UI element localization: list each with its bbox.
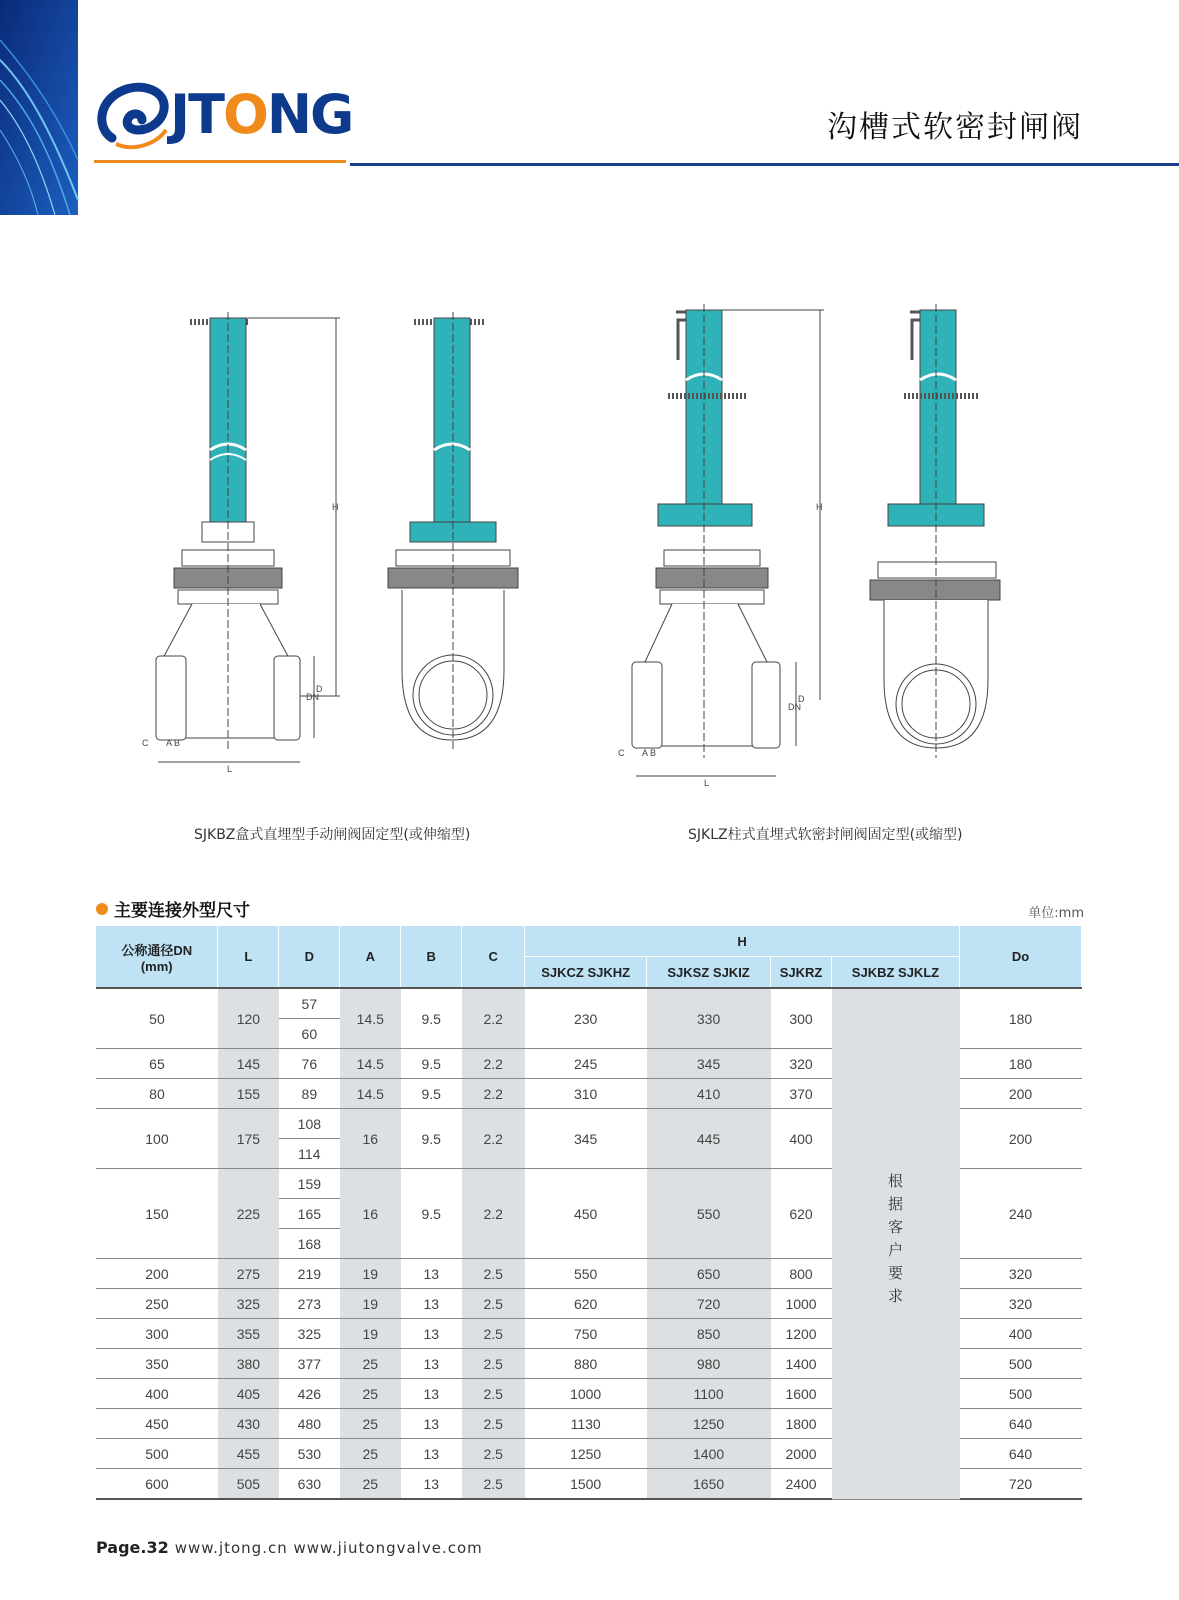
dim-label-dn2: DN [788,702,801,712]
cell-b: 13 [401,1319,462,1349]
cell-d: 377 [279,1349,340,1379]
cell-h2: 1400 [647,1439,771,1469]
header-l: L [218,926,279,988]
cell-dn: 500 [96,1439,218,1469]
cell-d: 630 [279,1469,340,1500]
unit-label: 单位:mm [1028,906,1084,921]
cell-h3: 1400 [771,1349,832,1379]
cell-a: 19 [340,1319,401,1349]
dim-label-a2: A [642,748,649,758]
cell-do: 640 [960,1409,1082,1439]
cell-b: 13 [401,1379,462,1409]
cell-d: 60 [279,1019,340,1049]
cell-h1: 620 [525,1289,647,1319]
cell-do: 180 [960,988,1082,1049]
cell-b: 13 [401,1349,462,1379]
page-number: Page.32 [96,1538,169,1557]
cell-b: 9.5 [401,1079,462,1109]
cell-d: 273 [279,1289,340,1319]
cell-l: 455 [218,1439,279,1469]
cell-h2: 1650 [647,1469,771,1500]
cell-dn: 450 [96,1409,218,1439]
cell-dn: 250 [96,1289,218,1319]
cell-c: 2.5 [462,1319,525,1349]
header-b: B [401,926,462,988]
cell-d: 426 [279,1379,340,1409]
cell-b: 13 [401,1439,462,1469]
dim-label-h2: H [816,502,823,512]
cell-a: 25 [340,1439,401,1469]
cell-c: 2.5 [462,1409,525,1439]
cell-h2: 650 [647,1259,771,1289]
cell-h3: 1000 [771,1289,832,1319]
cell-a: 14.5 [340,988,401,1049]
cell-do: 200 [960,1079,1082,1109]
cell-b: 13 [401,1259,462,1289]
cell-dn: 200 [96,1259,218,1289]
cell-d: 114 [279,1139,340,1169]
cell-h1: 1500 [525,1469,647,1500]
cell-h1: 345 [525,1109,647,1169]
cell-do: 400 [960,1319,1082,1349]
cell-a: 25 [340,1349,401,1379]
dim-label-d1: D [316,684,323,694]
cell-l: 380 [218,1349,279,1379]
cell-c: 2.5 [462,1379,525,1409]
cell-h2: 550 [647,1169,771,1259]
cell-l: 430 [218,1409,279,1439]
cell-b: 13 [401,1289,462,1319]
cell-do: 240 [960,1169,1082,1259]
cell-h2: 720 [647,1289,771,1319]
cell-h2: 850 [647,1319,771,1349]
cell-b: 13 [401,1469,462,1500]
cell-d: 89 [279,1079,340,1109]
cell-h3: 370 [771,1079,832,1109]
footer-urls[interactable]: www.jtong.cn www.jiutongvalve.com [174,1539,483,1557]
cell-c: 2.2 [462,1109,525,1169]
cell-d: 219 [279,1259,340,1289]
section-title: 主要连接外型尺寸 [96,896,250,921]
cell-dn: 50 [96,988,218,1049]
cell-do: 720 [960,1469,1082,1500]
cell-c: 2.5 [462,1289,525,1319]
header-do: Do [960,926,1082,988]
cell-b: 9.5 [401,1169,462,1259]
cell-h2: 330 [647,988,771,1049]
cell-a: 16 [340,1109,401,1169]
cell-d: 108 [279,1109,340,1139]
cell-c: 2.2 [462,988,525,1049]
dim-label-l2: L [704,778,710,788]
header-orange-rule [94,160,346,163]
cell-c: 2.2 [462,1079,525,1109]
cell-a: 25 [340,1409,401,1439]
cell-b: 9.5 [401,988,462,1049]
cell-c: 2.2 [462,1049,525,1079]
cell-h1: 880 [525,1349,647,1379]
brand-logo-text: JTONG [170,83,353,146]
cell-h3: 400 [771,1109,832,1169]
cell-l: 325 [218,1289,279,1319]
valve-drawings [120,300,1080,820]
cell-l: 175 [218,1109,279,1169]
dim-label-c1: C [142,738,149,748]
cell-l: 355 [218,1319,279,1349]
cell-do: 320 [960,1289,1082,1319]
cell-l: 505 [218,1469,279,1500]
cell-d: 159 [279,1169,340,1199]
header-blue-rule [350,163,1179,166]
cell-b: 9.5 [401,1049,462,1079]
cell-h1: 1000 [525,1379,647,1409]
dimension-table [96,926,1082,1500]
cell-a: 14.5 [340,1049,401,1079]
cell-h1: 750 [525,1319,647,1349]
cell-a: 19 [340,1259,401,1289]
cell-l: 145 [218,1049,279,1079]
cell-h3: 2000 [771,1439,832,1469]
cell-a: 14.5 [340,1079,401,1109]
cell-a: 19 [340,1289,401,1319]
header-h3: SJKRZ [771,957,832,989]
cell-l: 155 [218,1079,279,1109]
cell-l: 275 [218,1259,279,1289]
cell-h3: 1600 [771,1379,832,1409]
cell-h2: 445 [647,1109,771,1169]
header-h: H [525,926,960,957]
cell-do: 500 [960,1349,1082,1379]
cell-do: 500 [960,1379,1082,1409]
drawing-2-front-view [388,312,518,750]
cell-dn: 600 [96,1469,218,1500]
cell-do: 640 [960,1439,1082,1469]
cell-d: 325 [279,1319,340,1349]
header-dn: 公称通径DN (mm) [96,926,218,988]
cell-h1: 550 [525,1259,647,1289]
bullet-dot-icon [96,903,108,915]
dim-label-h1: H [332,502,339,512]
dim-label-b1: B [174,738,181,748]
cell-c: 2.2 [462,1169,525,1259]
header-h2: SJKSZ SJKIZ [647,957,771,989]
cell-d: 480 [279,1409,340,1439]
cell-c: 2.5 [462,1439,525,1469]
cell-c: 2.5 [462,1469,525,1500]
cell-do: 180 [960,1049,1082,1079]
cell-h3: 1200 [771,1319,832,1349]
footer [96,1538,483,1557]
cell-dn: 400 [96,1379,218,1409]
cell-h2: 410 [647,1079,771,1109]
cell-h1: 245 [525,1049,647,1079]
cell-b: 9.5 [401,1109,462,1169]
cell-l: 120 [218,988,279,1049]
cell-h1: 310 [525,1079,647,1109]
cell-dn: 80 [96,1079,218,1109]
header-a: A [340,926,401,988]
cell-h2: 980 [647,1349,771,1379]
cell-h4-note [832,988,960,1499]
cell-c: 2.5 [462,1259,525,1289]
cell-h3: 300 [771,988,832,1049]
header-d: D [279,926,340,988]
dim-label-b2: B [650,748,657,758]
cell-h1: 450 [525,1169,647,1259]
cell-b: 13 [401,1409,462,1439]
cell-d: 165 [279,1199,340,1229]
corner-decoration [0,0,80,215]
cell-dn: 150 [96,1169,218,1259]
dim-label-dn1: DN [306,692,319,702]
page-title: 沟槽式软密封闸阀 [827,110,1083,145]
header-h1: SJKCZ SJKHZ [525,957,647,989]
cell-h2: 1250 [647,1409,771,1439]
cell-h2: 345 [647,1049,771,1079]
cell-d: 57 [279,988,340,1019]
figure-caption-right: SJKLZ柱式直埋式软密封闸阀固定型(或缩型) [688,827,963,843]
drawing-4-front-view [870,304,1000,758]
dim-label-c2: C [618,748,625,758]
cell-d: 168 [279,1229,340,1259]
cell-a: 25 [340,1379,401,1409]
cell-l: 225 [218,1169,279,1259]
dim-label-d2: D [798,694,805,704]
cell-h3: 1800 [771,1409,832,1439]
h4-note-text: 根据客户要求 [886,1173,904,1312]
cell-h1: 230 [525,988,647,1049]
header-c: C [462,926,525,988]
cell-d: 530 [279,1439,340,1469]
cell-d: 76 [279,1049,340,1079]
cell-h3: 320 [771,1049,832,1079]
cell-h3: 800 [771,1259,832,1289]
cell-c: 2.5 [462,1349,525,1379]
cell-h3: 2400 [771,1469,832,1500]
cell-dn: 350 [96,1349,218,1379]
header-h4: SJKBZ SJKLZ [832,957,960,989]
cell-do: 320 [960,1259,1082,1289]
cell-h1: 1130 [525,1409,647,1439]
cell-dn: 100 [96,1109,218,1169]
cell-h1: 1250 [525,1439,647,1469]
figure-caption-left: SJKBZ盒式直埋型手动闸阀固定型(或伸缩型) [194,827,471,843]
table-body [96,988,1082,1499]
cell-do: 200 [960,1109,1082,1169]
table-row [96,988,1082,1019]
cell-h3: 620 [771,1169,832,1259]
dim-label-a1: A [166,738,173,748]
cell-l: 405 [218,1379,279,1409]
dim-label-l1: L [227,764,233,774]
cell-dn: 300 [96,1319,218,1349]
cell-a: 16 [340,1169,401,1259]
cell-a: 25 [340,1469,401,1500]
cell-h2: 1100 [647,1379,771,1409]
cell-dn: 65 [96,1049,218,1079]
